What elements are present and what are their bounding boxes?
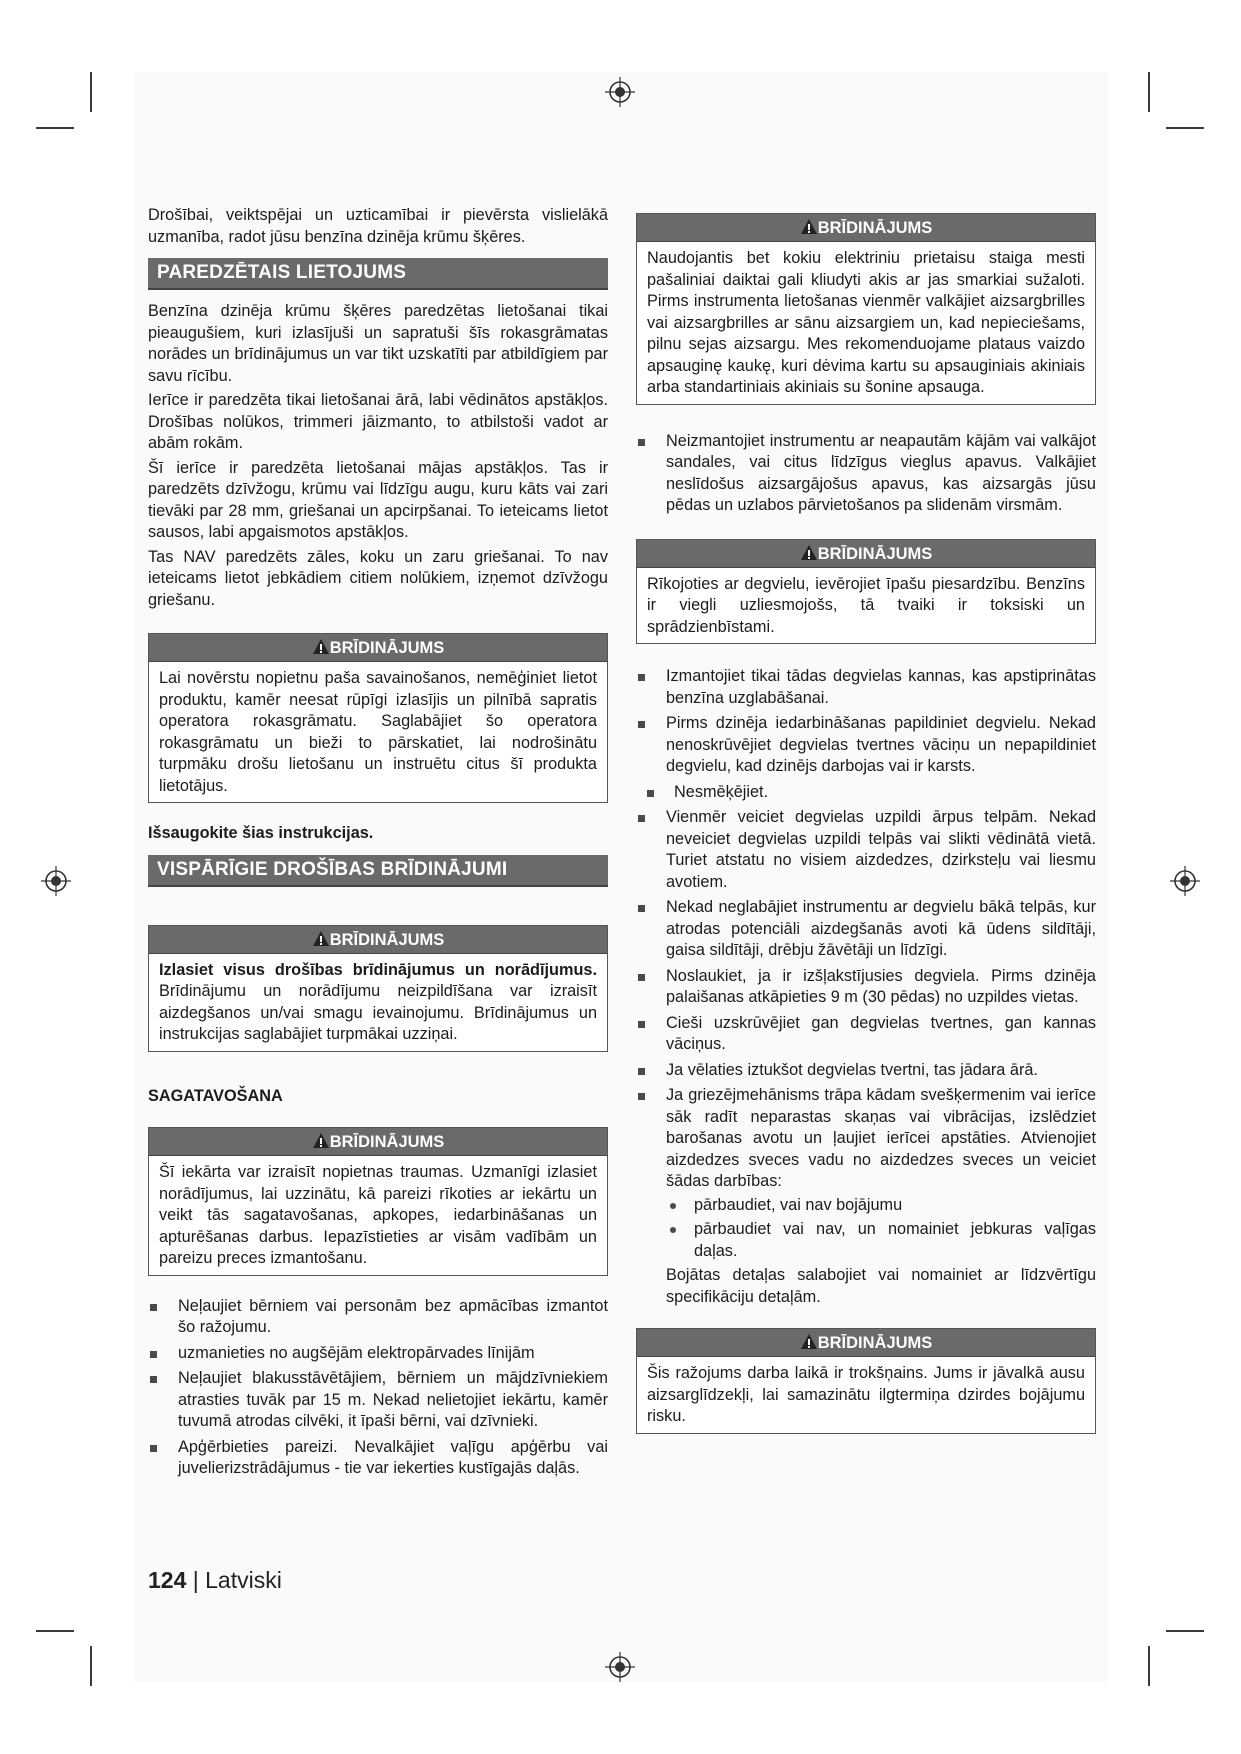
right-column bbox=[636, 203, 1096, 1448]
list-item: Apģērbieties pareizi. Nevalkājiet vaļīgu apģērbu vai juvelierizstrādājumus - tie var iekerties kustīgajās daļās. bbox=[148, 1437, 608, 1480]
intended-use-paragraph: Tas NAV paredzēts zāles, koku un zaru griešanai. To nav ieteicams lietot jebkādiem citiem nolūkiem, izņemot dzīvžogu griešanu. bbox=[148, 547, 608, 609]
warning-box bbox=[636, 1328, 1096, 1434]
warning-header bbox=[637, 540, 1095, 568]
crop-mark bbox=[1166, 127, 1204, 129]
warning-text: Rīkojoties ar degvielu, ievērojiet īpašu piesardzību. Benzīns ir viegli uzliesmojošs, tā tvaiki ir toksiski un sprādzienbīstami. bbox=[647, 574, 1085, 636]
vibration-text: Ja griezējmehānisms trāpa kādam svešķermenim vai ierīce sāk radīt neparastas skaņas vai vibrācijas, izslēdziet barošanas avotu un ļaujiet ierīcei apstāties. Atvienojiet aizdedzes sveces vadu no aizdedzes sveces un veiciet šādas darbības: bbox=[666, 1086, 1096, 1190]
warning-label: BRĪDINĀJUMS bbox=[329, 1133, 445, 1151]
intended-use-paragraph: Ierīce ir paredzēta tikai lietošanai ārā, labi vēdinātos apstākļos. Drošības nolūkos, trimmeri jāizmanto, to atbilstoši vadot ar abām rokām. bbox=[148, 391, 608, 452]
warning-box bbox=[148, 633, 608, 803]
warning-header bbox=[149, 634, 607, 662]
warning-text: Šī iekārta var izraisīt nopietnas traumas. Uzmanīgi izlasiet norādījumus, lai uzzinātu, kā pareizi rīkoties ar iekārtu un veikt tās sagatavošanas, apkopes, iedarbināšanas un apturēšanas darbus. Iepazīstieties ar visām vadībām un pareizu preces izmantošanu. bbox=[159, 1163, 597, 1267]
warning-icon bbox=[312, 1132, 330, 1150]
intended-use-paragraph: Šī ierīce ir paredzēta lietošanai mājas apstākļos. Tas ir paredzēts dzīvžogu, krūmu vai līdzīgu augu, kuru kāts vai zari tievāki par 28 mm, griešanai un apcirpšanai. To ieteicams lietot sausos, labi apgaismotos apstākļos. bbox=[148, 458, 608, 541]
warning-box bbox=[148, 1127, 608, 1276]
warning-label: BRĪDINĀJUMS bbox=[817, 544, 933, 563]
warning-text: Lai novērstu nopietnu pašа savainošanos, nemēģiniet lietot produktu, kamēr neesat rūpīgi izlasījis un pilnībā sapratis operatora rokasgrāmatu. Saglabājiet šo operatora rokasgrāmatu un bieži to pārskatiet, lai nodrošinātu turpmāku drošu lietošanu un instruētu citus šī produkta lietotājus. bbox=[159, 669, 597, 795]
list-item: pārbaudiet, vai nav bojājumu bbox=[666, 1195, 1096, 1217]
crop-mark bbox=[1166, 1630, 1204, 1632]
page-number: 124 bbox=[148, 1567, 187, 1593]
intended-use-heading: PAREDZĒTAIS LIETOJUMS bbox=[148, 258, 608, 290]
warning-label: BRĪDINĀJUMS bbox=[329, 930, 445, 949]
list-item: Neizmantojiet instrumentu ar neapautām kājām vai valkājot sandales, vai citus līdzīgus vieglus apavus. Valkājiet neslīdošus aizsargājošus apavus, kas aizsargās jūsu pēdas un uzlabos pārvietošanos pa slidenām virsmām. bbox=[636, 431, 1096, 517]
warning-text: Naudojantis bet kokiu elektriniu prietaisu staiga mesti pašaliniai daiktai gali kliudyti akis ar jas smarkiai sužaloti. Pirms instrumenta lietošanas vienmēr valkājiet aizsargbrilles vai aizsargbrilles ar sānu aizsargiem un, kad nepieciešams, pilnu sejas aizsargu. Mes rekomenduojame plataus vaizdo apsauginę kaukę, kuri dėvima kartu su apsauginiais akiniais arba standartiniais akiniais su šonine apsauga. bbox=[647, 249, 1085, 396]
warning-text-block bbox=[149, 954, 607, 1051]
list-item: Izmantojiet tikai tādas degvielas kannas, kas apstiprinātas benzīna uzglabāšanai. bbox=[636, 666, 1096, 709]
registration-mark-icon bbox=[605, 1652, 635, 1682]
general-safety-heading: VISPĀRĪGIE DROŠĪBAS BRĪDINĀJUMI bbox=[148, 855, 608, 887]
crop-mark bbox=[36, 127, 74, 129]
list-item: pārbaudiet vai nav, un nomainiet jebkuras vaļīgas daļas. bbox=[666, 1219, 1096, 1262]
registration-mark-icon bbox=[41, 866, 71, 896]
fuel-list bbox=[636, 666, 1096, 1308]
intro-paragraph: Drošībai, veiktspējai un uzticamībai ir pievērsta vislielākā uzmanība, radot jūsu benzīna dzinēja krūmu šķēres. bbox=[148, 206, 608, 246]
warning-text: Brīdinājumu un norādījumu neizpildīšana var izraisīt aizdegšanos un/vai smagu ievainojumu. Brīdinājumus un instrukcijas saglabājiet turpmākai uzziņai. bbox=[159, 982, 597, 1043]
footer-language: Latviski bbox=[205, 1567, 282, 1593]
warning-label: BRĪDINĀJUMS bbox=[817, 219, 933, 237]
list-item: Nekad neglabājiet instrumentu ar degvielu bākā telpās, kur atrodas potenciāli aizdegšanās avoti kā ūdens sildītāji, gaisa sildītāji, drēbju žāvētāji un līdzīgi. bbox=[636, 897, 1096, 962]
warning-icon bbox=[800, 1333, 818, 1351]
list-item bbox=[636, 1085, 1096, 1308]
warning-header bbox=[149, 1128, 607, 1156]
warning-box bbox=[148, 925, 608, 1052]
warning-box bbox=[636, 539, 1096, 645]
list-item: Ja vēlaties iztukšot degvielas tvertni, tas jādara ārā. bbox=[636, 1060, 1096, 1082]
warning-header bbox=[637, 214, 1095, 242]
list-item: Nesmēķējiet. bbox=[636, 782, 1096, 804]
warning-icon bbox=[312, 930, 330, 948]
warning-icon bbox=[800, 544, 818, 562]
warning-icon bbox=[312, 638, 330, 656]
registration-mark-icon bbox=[1170, 866, 1200, 896]
list-item: Noslaukiet, ja ir izšļakstījusies degviela. Pirms dzinēja palaišanas atkāpieties 9 m (30 pēdas) no uzpildes vietas. bbox=[636, 966, 1096, 1009]
warning-box bbox=[636, 213, 1096, 405]
warning-bold-text: Izlasiet visus drošības brīdinājumus un norādījumus. bbox=[159, 960, 597, 979]
footwear-list bbox=[636, 431, 1096, 517]
crop-mark bbox=[90, 72, 92, 112]
list-item: Pirms dzinēja iedarbināšanas papildiniet degvielu. Nekad nenoskrūvējiet degvielas tvertnes vāciņu un nepapildiniet degvielu, kad dzinējs darbojas vai ir karsts. bbox=[636, 713, 1096, 778]
repair-text: Bojātas detaļas salabojiet vai nomainiet ar līdzvērtīgu specifikāciju detaļām. bbox=[666, 1266, 1096, 1306]
warning-icon bbox=[800, 218, 818, 236]
crop-mark bbox=[1148, 72, 1150, 112]
warning-label: BRĪDINĀJUMS bbox=[817, 1334, 933, 1352]
list-item: uzmanieties no augšējām elektropārvades līnijām bbox=[148, 1343, 608, 1365]
check-list bbox=[666, 1195, 1096, 1263]
preparation-heading: SAGATAVOŠANA bbox=[148, 1086, 283, 1105]
crop-mark bbox=[90, 1646, 92, 1686]
preparation-list bbox=[148, 1296, 608, 1480]
intended-use-paragraph: Benzīna dzinēja krūmu šķēres paredzētas lietošanai tikai pieaugušiem, kuri izlasījuši un sapratuši šīs rokasgrāmatas norādes un brīdinājumus un var tikt uzskatīti par atbildīgiem par savu rīcību. bbox=[148, 302, 608, 385]
crop-mark bbox=[36, 1630, 74, 1632]
left-column bbox=[148, 205, 608, 1488]
list-item: Neļaujiet bērniem vai personām bez apmācības izmantot šo ražojumu. bbox=[148, 1296, 608, 1339]
page-footer: 124 | Latviski bbox=[148, 1567, 282, 1593]
list-item: Cieši uzskrūvējiet gan degvielas tvertnes, gan kannas vāciņus. bbox=[636, 1013, 1096, 1056]
warning-text: Šis ražojums darba laikā ir trokšņains. Jums ir jāvalkā ausu aizsarglīdzekļi, lai samazinātu ilgtermiņa dzirdes bojājumu risku. bbox=[647, 1364, 1085, 1425]
crop-mark bbox=[1148, 1646, 1150, 1686]
warning-label: BRĪDINĀJUMS bbox=[329, 639, 445, 657]
list-item: Neļaujiet blakusstāvētājiem, bērniem un mājdzīvniekiem atrasties tuvāk par 15 m. Nekad nelietojiet iekārtu, kamēr tuvumā atrodas cilvēki, it īpaši bērni, vai dzīvnieki. bbox=[148, 1368, 608, 1433]
warning-header bbox=[637, 1329, 1095, 1357]
save-instructions: Išsaugokite šias instrukcijas. bbox=[148, 824, 374, 842]
warning-header bbox=[149, 926, 607, 954]
registration-mark-icon bbox=[605, 77, 635, 107]
list-item: Vienmēr veiciet degvielas uzpildi ārpus telpām. Nekad neveiciet degvielas uzpildi telpās vai slikti vēdinātā vietā. Turiet atstatu no visiem aizdedzes, dzirksteļu vai liesmu avotiem. bbox=[636, 807, 1096, 893]
